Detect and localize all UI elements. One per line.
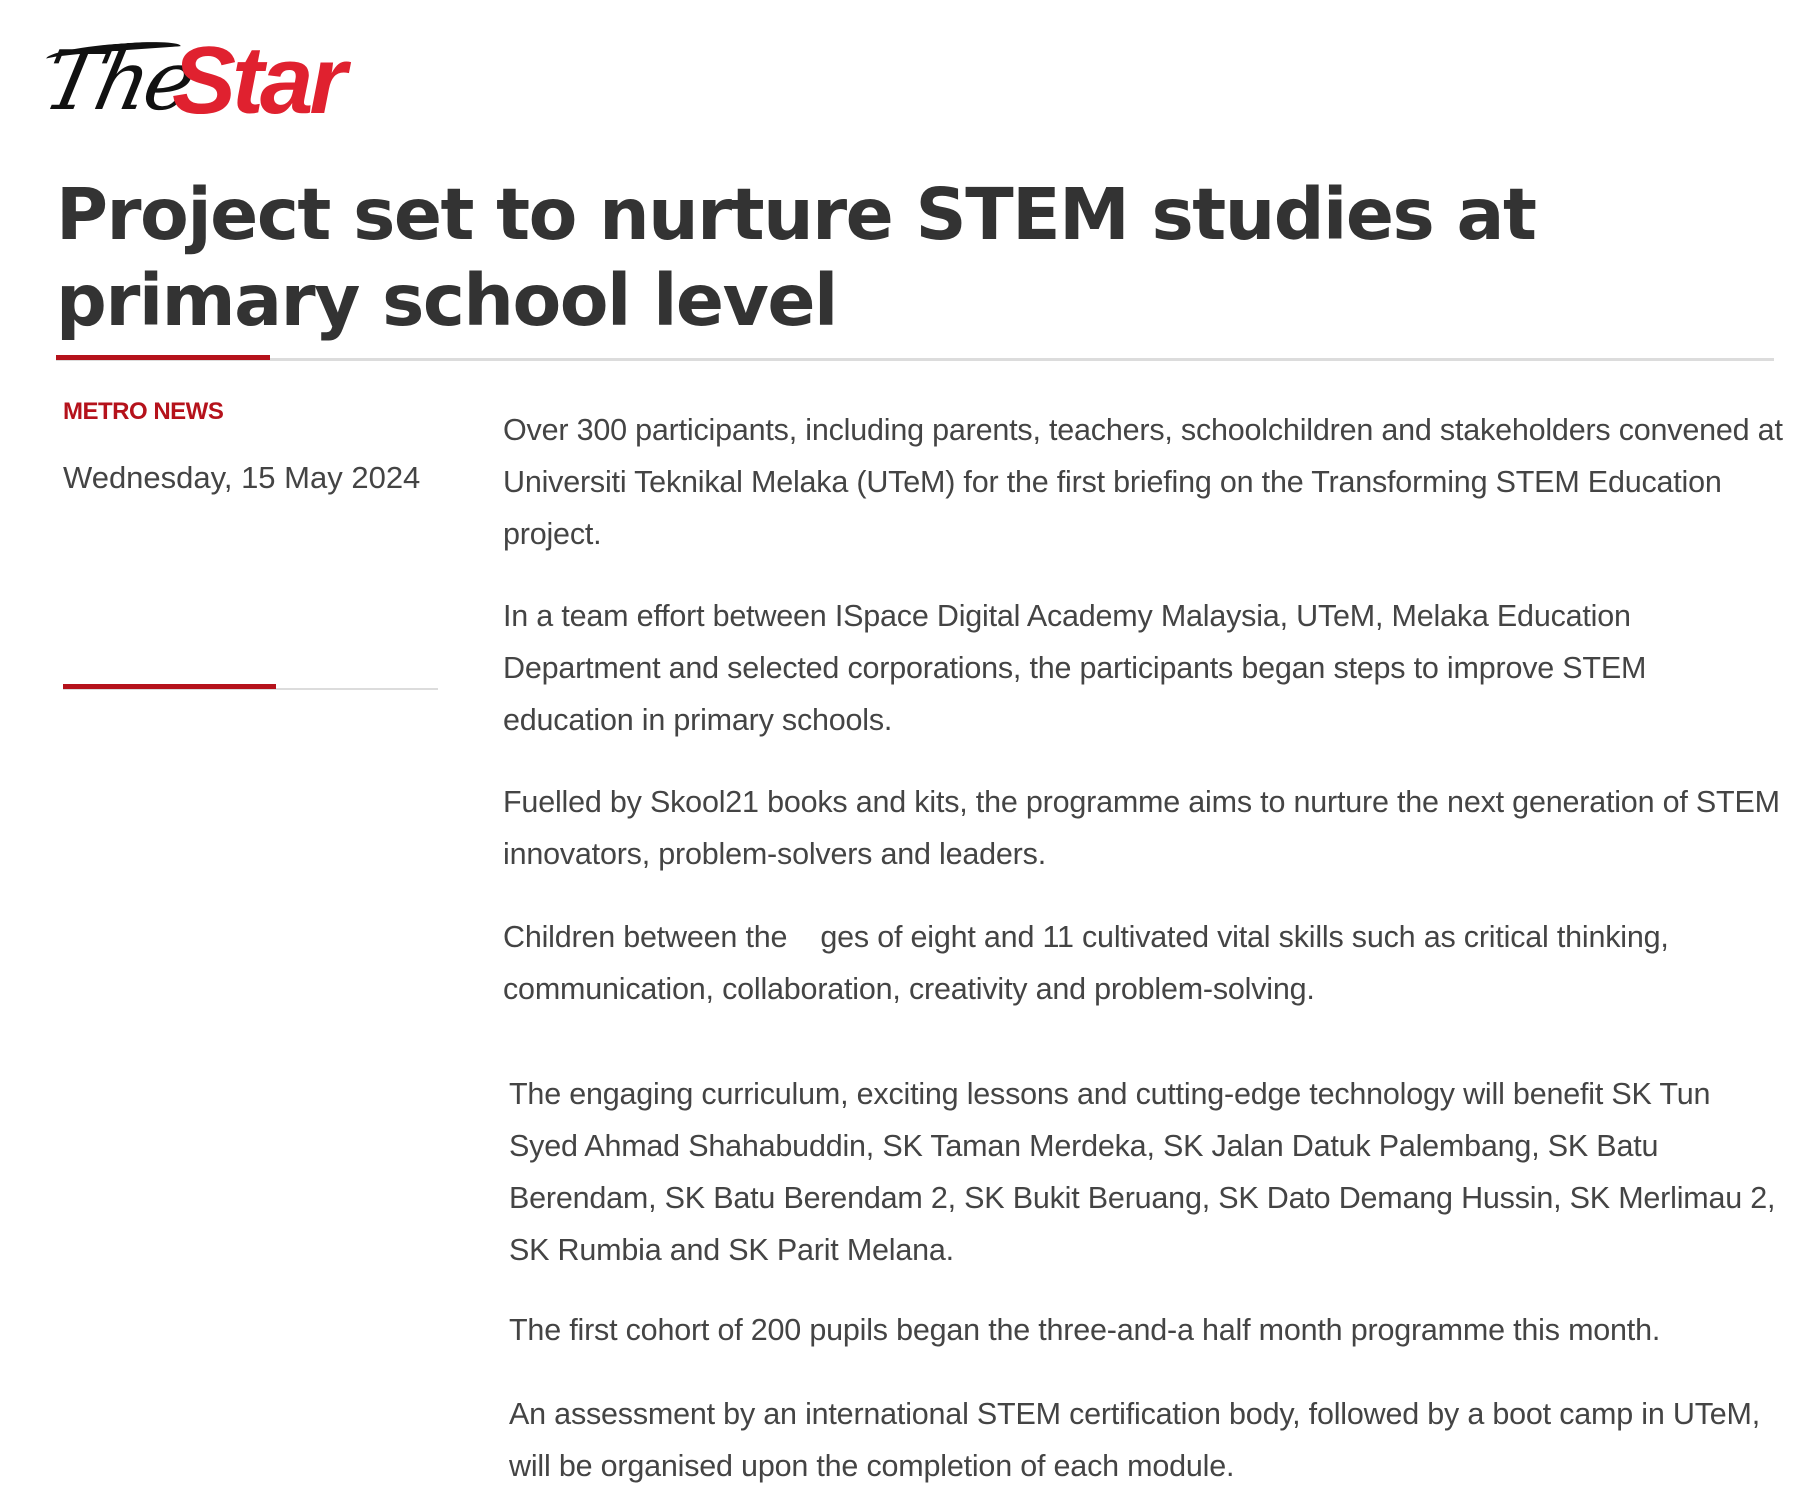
article-paragraph: Children between the ges of eight and 11 cultivated vital skills such as critical thinking, communication, collaboration, creativity and problem-solving. [503, 920, 1677, 1006]
publish-date: Wednesday, 15 May 2024 [63, 460, 421, 495]
logo-the-text: The [35, 34, 201, 129]
article-paragraph: Over 300 participants, including parents, teachers, schoolchildren and stakeholders convened at Universiti Teknikal Melaka (UTeM) for the first briefing on the Transforming STEM Education project. [503, 413, 1783, 551]
article-headline: Project set to nurture STEM studies at primary school level [56, 173, 1536, 342]
section-label[interactable]: METRO NEWS [63, 398, 224, 425]
headline-accent-bar [56, 355, 270, 360]
article-paragraph: The first cohort of 200 pupils began the three-and-a half month programme this month. [509, 1313, 1661, 1347]
the-star-logo[interactable] [35, 27, 366, 140]
article-paragraph: In a team effort between ISpace Digital Academy Malaysia, UTeM, Melaka Education Department and selected corporations, the participants began steps to improve STEM education in primary schools. [503, 599, 1647, 737]
article-paragraph: Fuelled by Skool21 books and kits, the programme aims to nurture the next generation of STEM innovators, problem-solvers and leaders. [503, 785, 1780, 871]
article-paragraph: The engaging curriculum, exciting lessons and cutting-edge technology will benefit SK Tun Syed Ahmad Shahabuddin, SK Taman Merdeka, SK Jalan Datuk Palembang, SK Batu Berendam, SK Batu Berendam 2, SK Bukit Beruang, SK Dato Demang Hussin, SK Merlimau 2, SK Rumbia and SK Parit Melana. [509, 1077, 1776, 1267]
sidebar-accent-bar [63, 684, 276, 689]
logo-star-text: Star [172, 27, 343, 134]
headline-divider [56, 358, 1774, 361]
article-paragraph: An assessment by an international STEM certification body, followed by a boot camp in UTeM, will be organised upon the completion of each module. [509, 1397, 1760, 1483]
